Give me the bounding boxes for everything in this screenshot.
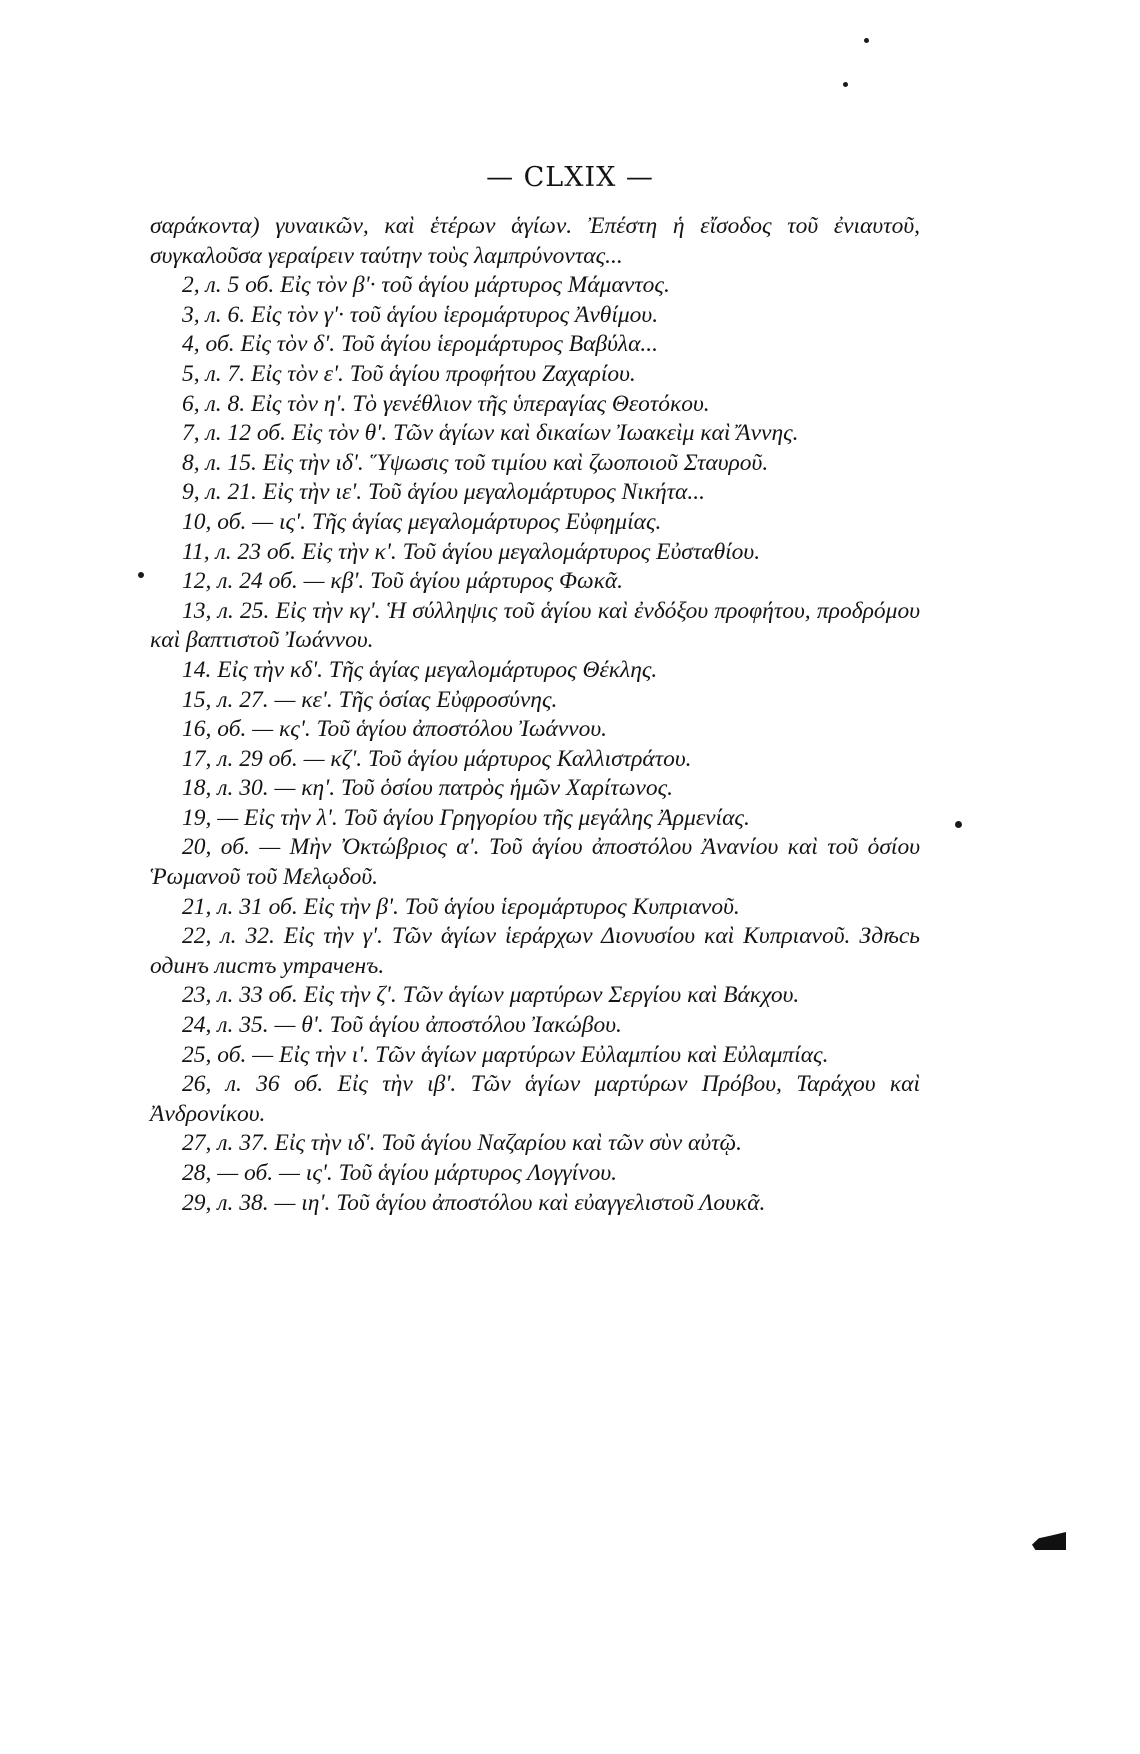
paragraph: 12, л. 24 об. — κβ'. Τοῦ ἁγίου μάρτυρος Φωκᾶ.: [182, 568, 624, 595]
page-header: — CLXIX —: [486, 162, 654, 193]
paragraph: 13, л. 25. Εἰς τὴν κγ'. Ἡ σύλληψις τοῦ ἁγίου καὶ ἐνδόξου προφήτου, προδρόμου καὶ βαπτιστοῦ Ἰωάννου.: [150, 597, 920, 654]
paragraph: 23, л. 33 об. Εἰς τὴν ζ'. Τῶν ἁγίων μαρτύρων Σεργίου καὶ Βάκχου.: [182, 982, 800, 1009]
paragraph: 5, л. 7. Εἰς τὸν ε'. Τοῦ ἁγίου προφήτου Ζαχαρίου.: [182, 360, 636, 387]
paragraph: 14. Εἰς τὴν κδ'. Τῆς ἁγίας μεγαλομάρτυρος Θέκλης.: [182, 656, 658, 683]
paragraph: 9, л. 21. Εἰς τὴν ιε'. Τοῦ ἁγίου μεγαλομάρτυρος Νικήτα...: [182, 479, 706, 506]
paragraph: 22, л. 32. Εἰς τὴν γ'. Τῶν ἁγίων ἱεράρχων Διονυσίου καὶ Κυπριανοῦ. Здѣсь одинъ листъ утраченъ.: [150, 923, 920, 979]
paragraph: 19, — Εἰς τὴν λ'. Τοῦ ἁγίου Γρηγορίου τῆς μεγάλης Ἀρμενίας.: [182, 804, 750, 831]
paragraph: 2, л. 5 об. Εἰς τὸν β'· τοῦ ἁγίου μάρτυρος Μάμαντος.: [182, 272, 670, 299]
paragraph: 16, об. — κς'. Τοῦ ἁγίου ἀποστόλου Ἰωάννου.: [182, 716, 608, 743]
ink-speck: [843, 82, 848, 87]
paragraph: 21, л. 31 об. Εἰς τὴν β'. Τοῦ ἁγίου ἱερομάρτυρος Κυπριανοῦ.: [182, 893, 740, 920]
ink-speck: [138, 572, 144, 578]
paragraph: 25, об. — Εἰς τὴν ι'. Τῶν ἁγίων μαρτύρων Εὐλαμπίου καὶ Εὐλαμπίας.: [182, 1041, 829, 1068]
paragraph: 10, об. — ις'. Τῆς ἁγίας μεγαλομάρτυρος Εὐφημίας.: [182, 508, 662, 535]
paragraph: 24, л. 35. — θ'. Τοῦ ἁγίου ἀποστόλου Ἰακώβου.: [182, 1012, 622, 1039]
paragraph: 4, об. Εἰς τὸν δ'. Τοῦ ἁγίου ἱερομάρτυρος Βαβύλα...: [182, 331, 659, 358]
paragraph: 6, л. 8. Εἰς τὸν η'. Τὸ γενέθλιον τῆς ὑπεραγίας Θεοτόκου.: [182, 390, 710, 417]
main-text: [150, 212, 920, 1218]
paragraph: 7, л. 12 об. Εἰς τὸν θ'. Τῶν ἁγίων καὶ δικαίων Ἰωακεὶμ καὶ Ἄννης.: [182, 420, 799, 447]
paragraph: 3, л. 6. Εἰς τὸν γ'· τοῦ ἁγίου ἱερομάρτυρος Ἀνθίμου.: [182, 301, 659, 328]
ink-smudge: [1032, 1532, 1066, 1550]
paragraph: 11, л. 23 об. Εἰς τὴν κ'. Τοῦ ἁγίου μεγαλομάρτυρος Εὐσταθίου.: [182, 538, 761, 565]
paragraph: σαράκοντα) γυναικῶν, καὶ ἑτέρων ἁγίων. Ἐπέστη ἡ εἴσοδος τοῦ ἐνιαυτοῦ, συγκαλοῦσα γεραίρειν ταύτην τοὺς λαμπρύνοντας...: [150, 213, 920, 269]
paragraph: 8, л. 15. Εἰς τὴν ιδ'. Ὕψωσις τοῦ τιμίου καὶ ζωοποιοῦ Σταυροῦ.: [182, 449, 769, 476]
paragraph: 28, — об. — ις'. Τοῦ ἁγίου μάρτυρος Λογγίνου.: [182, 1160, 617, 1186]
paragraph: 26, л. 36 об. Εἰς τὴν ιβ'. Τῶν ἁγίων μαρτύρων Πρόβου, Ταράχου καὶ Ἀνδρονίκου.: [150, 1071, 920, 1127]
paragraph: 15, л. 27. — κε'. Τῆς ὁσίας Εὐφροσύνης.: [182, 686, 558, 713]
paragraph: 27, л. 37. Εἰς τὴν ιδ'. Τοῦ ἁγίου Ναζαρίου καὶ τῶν σὺν αὐτῷ.: [182, 1130, 743, 1157]
ink-speck: [955, 821, 962, 828]
paragraph: 20, об. — Μὴν Ὀκτώβριος α'. Τοῦ ἁγίου ἀποστόλου Ἀνανίου καὶ τοῦ ὁσίου Ῥωμανοῦ τοῦ Μελῳδοῦ.: [150, 834, 920, 891]
paragraph: 18, л. 30. — κη'. Τοῦ ὁσίου πατρὸς ἡμῶν Χαρίτωνος.: [182, 775, 674, 802]
paragraph: 17, л. 29 об. — κζ'. Τοῦ ἁγίου μάρτυρος Καλλιστράτου.: [182, 745, 692, 772]
ink-speck: [864, 38, 869, 43]
paragraph: 29, л. 38. — ιη'. Τοῦ ἁγίου ἀποστόλου καὶ εὐαγγελιστοῦ Λουκᾶ.: [182, 1189, 766, 1216]
